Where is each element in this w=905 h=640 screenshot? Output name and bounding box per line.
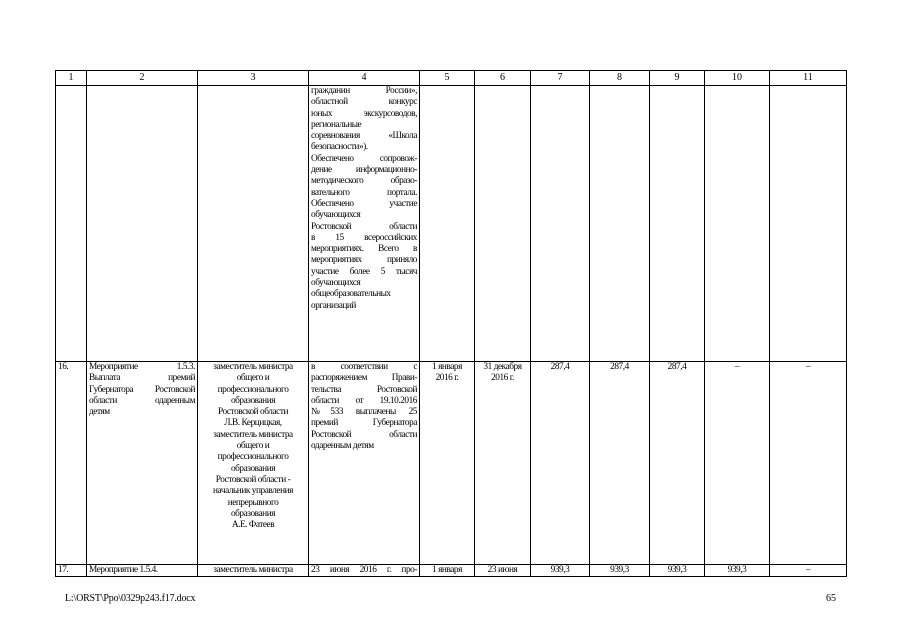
column-number-cell: 7 [531,71,590,86]
column-number-cell: 6 [475,71,531,86]
file-path-footer: L:\ORST\Ppo\0329p243.f17.docx [65,593,196,604]
row-number: 17. [56,565,87,577]
row-number: 16. [56,362,87,565]
event-cell: Мероприятие 1.5.4. [87,565,198,577]
value-cell: 287,4 [590,362,650,565]
value-cell: 287,4 [650,362,705,565]
result-cell: в соответствии с распоряжением Прави- тельства Ростовской области от 19.10.2016 №533 выплачены 25 премий Губернатора Ростовской области одаренным детям [309,362,420,565]
value-cell: – [770,362,847,565]
value-cell: 939,3 [590,565,650,577]
column-number-cell: 11 [770,71,847,86]
value-cell: 939,3 [531,565,590,577]
table-row [56,86,847,362]
start-date-cell: 1 января 2016 г. [420,362,475,565]
value-cell: 939,3 [650,565,705,577]
value-cell: 939,3 [705,565,770,577]
table-row [56,565,847,577]
table-row [56,362,847,565]
column-number-cell: 10 [705,71,770,86]
table-header-row [56,71,847,86]
responsible-cell: заместитель министра [198,565,309,577]
end-date-cell: 23 июня [475,565,531,577]
page-number: 65 [826,593,836,604]
activities-table [55,70,847,577]
column-number-cell: 2 [87,71,198,86]
column-number-cell: 4 [309,71,420,86]
column-number-cell: 1 [56,71,87,86]
event-cell: Мероприятие 1.5.3. Выплата премий Губернатора Ростовской области одаренным детям [87,362,198,565]
column-number-cell: 3 [198,71,309,86]
end-date-cell: 31 декабря 2016 г. [475,362,531,565]
start-date-cell: 1 января [420,565,475,577]
column-number-cell: 5 [420,71,475,86]
result-cell: гражданин России», областной конкурс юных экскурсоводов, региональные соревнования «Школа безопасности»). Обеспечено сопровож- дение информационно- методического образо- вательного портала. Обеспечено участие обучающихся Ростовской области в 15 всероссийских мероприятиях. Всего в мероприятиях приняло участие более 5 тысяч обучающихся общеобразовательных организаций [309,86,420,362]
column-number-cell: 9 [650,71,705,86]
responsible-cell: заместитель министра общего и профессионального образования Ростовской области Л.В. Керцицкая, заместитель министра общего и профессионального образования Ростовской области - начальник управления непрерывного образования А.Е. Фатеев [198,362,309,565]
result-cell: 23 июня 2016 г. про- [309,565,420,577]
value-cell: 287,4 [531,362,590,565]
value-cell: – [705,362,770,565]
value-cell: – [770,565,847,577]
column-number-cell: 8 [590,71,650,86]
